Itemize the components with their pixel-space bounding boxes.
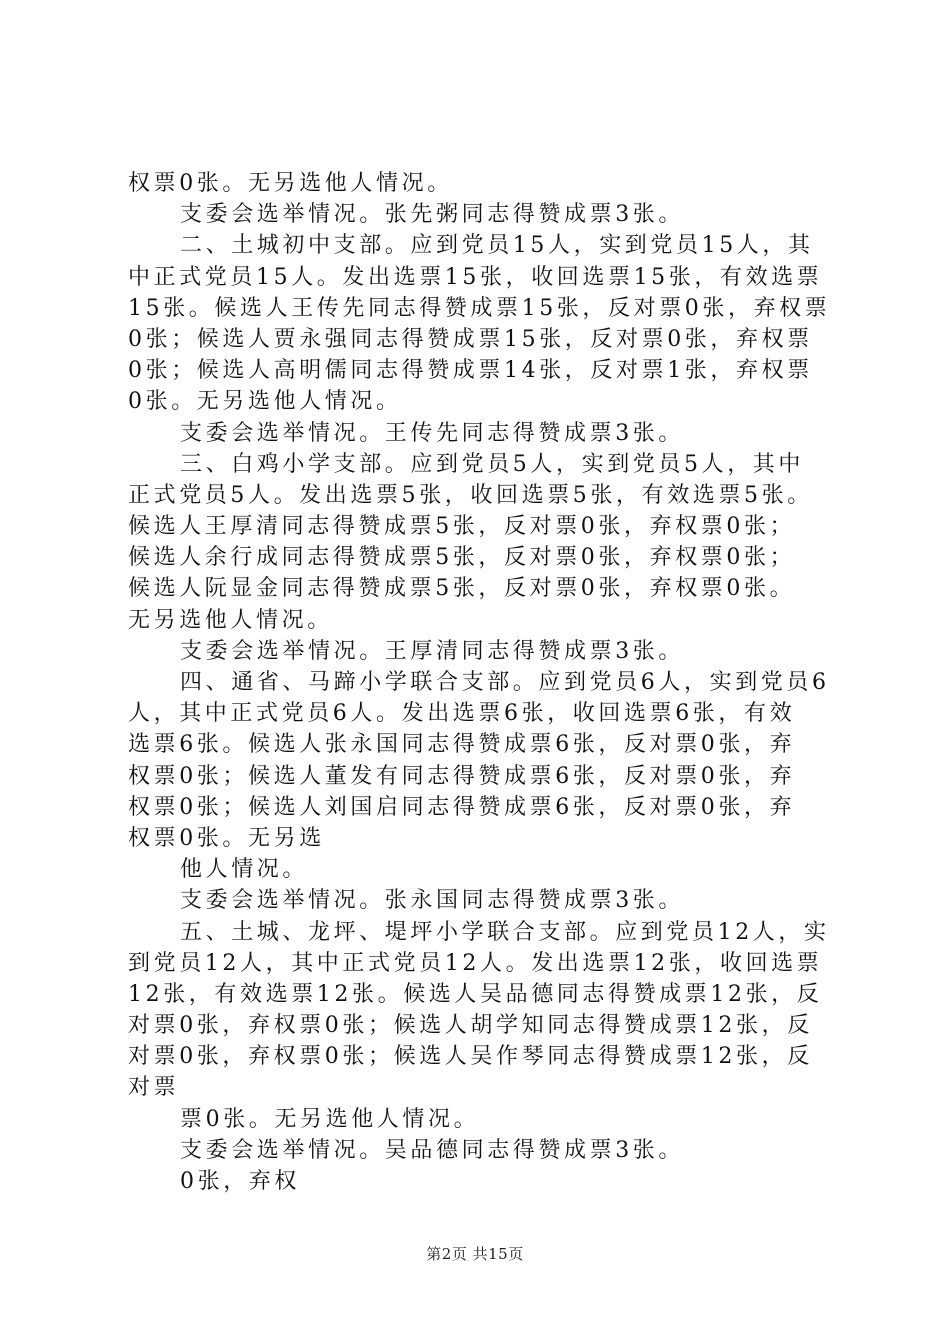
- text-line: 权票0张。无另选他人情况。: [128, 171, 453, 196]
- text-line: 支委会选举情况。张先粥同志得赞成票3张。: [180, 202, 684, 228]
- text-line: 对票0张，弃权票0张；候选人吴作琴同志得赞成票12张，反: [128, 1044, 813, 1070]
- page-footer: 第2页 共15页: [426, 1245, 524, 1263]
- text-line: 支委会选举情况。王传先同志得赞成票3张。: [180, 420, 684, 446]
- text-line: 无另选他人情况。: [128, 607, 333, 633]
- text-line: 支委会选举情况。王厚清同志得赞成票3张。: [180, 638, 684, 664]
- text-line: 候选人阮显金同志得赞成票5张，反对票0张，弃权票0张。: [128, 576, 796, 602]
- text-line: 五、土城、龙坪、堤坪小学联合支部。应到党员12人，实: [180, 919, 830, 945]
- text-line: 三、白鸡小学支部。应到党员5人，实到党员5人，其中: [180, 451, 804, 477]
- text-line: 中正式党员15人。发出选票15张，收回选票15张，有效选票: [128, 264, 823, 290]
- text-line: 对票0张，弃权票0张；候选人胡学知同志得赞成票12张，反: [128, 1013, 813, 1039]
- text-line: 权票0张；候选人董发有同志得赞成票6张，反对票0张，弃: [128, 763, 796, 789]
- text-line: 0张。无另选他人情况。: [128, 389, 402, 415]
- text-line: 0张；候选人高明儒同志得赞成票14张，反对票1张，弃权票: [128, 358, 813, 384]
- text-line: 支委会选举情况。张永国同志得赞成票3张。: [180, 888, 684, 914]
- text-line: 12张，有效选票12张。候选人吴品德同志得赞成票12张，反: [128, 981, 823, 1007]
- text-line: 对票: [128, 1075, 180, 1101]
- text-line: 0张，弃权: [180, 1169, 300, 1194]
- text-line: 权票0张；候选人刘国启同志得赞成票6张，反对票0张，弃: [128, 794, 796, 820]
- text-line: 15张。候选人王传先同志得赞成票15张，反对票0张，弃权票: [128, 295, 831, 321]
- text-line: 票0张。无另选他人情况。: [180, 1106, 480, 1132]
- text-line: 选票6张。候选人张永国同志得赞成票6张，反对票0张，弃: [128, 732, 796, 758]
- text-line: 人，其中正式党员6人。发出选票6张，收回选票6张，有效: [128, 701, 796, 727]
- text-line: 0张；候选人贾永强同志得赞成票15张，反对票0张，弃权票: [128, 326, 813, 352]
- document-body: [128, 168, 832, 1197]
- text-line: 候选人王厚清同志得赞成票5张，反对票0张，弃权票0张；: [128, 514, 796, 540]
- text-line: 他人情况。: [180, 857, 309, 883]
- text-line: 支委会选举情况。吴品德同志得赞成票3张。: [180, 1137, 684, 1163]
- text-line: 到党员12人，其中正式党员12人。发出选票12张，收回选票: [128, 950, 823, 976]
- text-line: 正式党员5人。发出选票5张，收回选票5张，有效选票5张。: [128, 482, 813, 508]
- text-line: 二、土城初中支部。应到党员15人，实到党员15人，其: [180, 233, 814, 259]
- text-line: 四、通省、马蹄小学联合支部。应到党员6人，实到党员6: [180, 670, 830, 695]
- text-line: 候选人余行成同志得赞成票5张，反对票0张，弃权票0张；: [128, 545, 796, 571]
- text-line: 权票0张。无另选: [128, 825, 325, 851]
